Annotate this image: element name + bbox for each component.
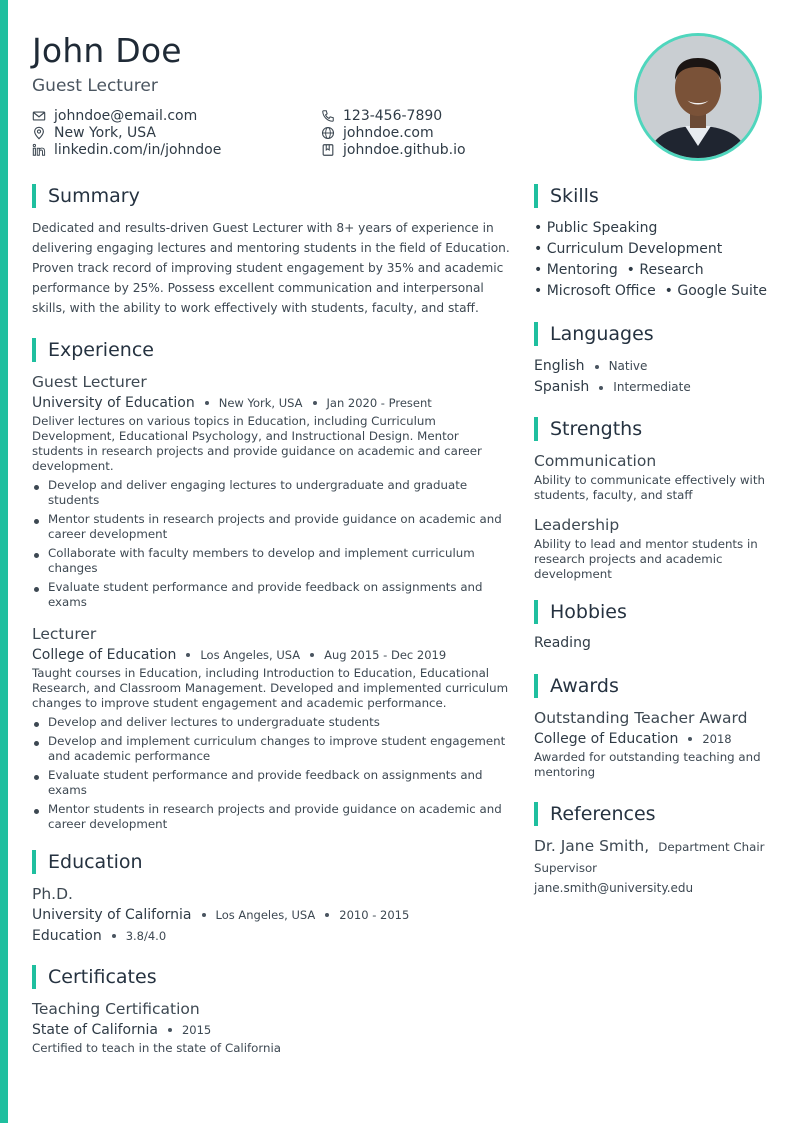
education-dates: 2010 - 2015 <box>339 908 410 922</box>
skill-item: Google Suite <box>677 283 767 299</box>
phone-icon <box>321 109 335 123</box>
candidate-name: John Doe <box>32 31 182 70</box>
skills-row: • Public Speaking <box>534 220 658 236</box>
globe-icon <box>321 126 335 140</box>
education-entry <box>32 884 512 945</box>
separator-dot <box>112 934 116 938</box>
separator-dot <box>599 386 603 390</box>
skills-list <box>534 218 770 302</box>
language-item <box>534 356 770 377</box>
location-text: New York, USA <box>54 125 156 141</box>
skills-row: • Microsoft Office • Google Suite <box>534 283 767 299</box>
github-text: johndoe.github.io <box>343 142 466 158</box>
skills-heading: Skills <box>534 184 770 208</box>
contact-list <box>32 108 632 158</box>
separator-dot <box>325 913 329 917</box>
reference-title: Supervisor <box>534 861 598 875</box>
reference-role: Department Chair <box>658 840 765 854</box>
reference-name-line <box>534 836 770 857</box>
education-meta <box>32 906 512 924</box>
bookmark-icon <box>321 143 335 157</box>
awards-heading: Awards <box>534 674 770 698</box>
email-text: johndoe@email.com <box>54 108 198 124</box>
list-item: Evaluate student performance and provide feedback on assignments and exams <box>32 768 512 798</box>
job-dates: Jan 2020 - Present <box>326 396 432 410</box>
separator-dot <box>688 737 692 741</box>
contact-phone[interactable] <box>321 108 621 124</box>
job-bullets <box>32 715 512 832</box>
skill-item: Public Speaking <box>546 220 658 236</box>
main-column <box>32 184 512 1056</box>
contact-location <box>32 125 321 141</box>
linkedin-text: linkedin.com/in/johndoe <box>54 142 222 158</box>
job-meta <box>32 394 512 412</box>
summary-heading: Summary <box>32 184 512 208</box>
job-description: Deliver lectures on various topics in Education, including Curriculum Development, Educational Psychology, and Instructional Design. Mentor students in research projects and provide guidance on academic and career development. <box>32 414 482 473</box>
language-name: English <box>534 358 585 374</box>
separator-dot <box>205 401 209 405</box>
certificate-description: Certified to teach in the state of California <box>32 1041 281 1055</box>
job-entry <box>32 624 512 832</box>
strength-title: Leadership <box>534 516 620 534</box>
job-title: Lecturer <box>32 625 97 643</box>
separator-dot <box>313 401 317 405</box>
list-item: Develop and deliver engaging lectures to undergraduate and graduate students <box>32 478 512 508</box>
job-meta <box>32 646 512 664</box>
languages-heading: Languages <box>534 322 770 346</box>
contact-linkedin[interactable] <box>32 142 321 158</box>
gpa: 3.8/4.0 <box>125 929 167 943</box>
school-location: Los Angeles, USA <box>215 908 316 922</box>
experience-heading: Experience <box>32 338 512 362</box>
list-item: Develop and deliver lectures to undergraduate students <box>32 715 512 730</box>
separator-dot <box>202 913 206 917</box>
candidate-title: Guest Lecturer <box>32 76 158 96</box>
job-title: Guest Lecturer <box>32 373 147 391</box>
skills-row: • Mentoring • Research <box>534 262 704 278</box>
education-heading: Education <box>32 850 512 874</box>
list-item: Mentor students in research projects and provide guidance on academic and career development <box>32 802 512 832</box>
list-item: Mentor students in research projects and provide guidance on academic and career development <box>32 512 512 542</box>
job-entry <box>32 372 512 610</box>
envelope-icon <box>32 109 46 123</box>
skill-item: Microsoft Office <box>546 283 656 299</box>
award-name: Outstanding Teacher Award <box>534 709 748 727</box>
job-location: New York, USA <box>218 396 303 410</box>
profile-photo <box>634 33 762 161</box>
separator-dot <box>168 1028 172 1032</box>
contact-website[interactable] <box>321 125 621 141</box>
list-item: Collaborate with faculty members to develop and implement curriculum changes <box>32 546 512 576</box>
certificate-meta <box>32 1021 512 1039</box>
award-description: Awarded for outstanding teaching and mentoring <box>534 750 761 779</box>
contact-email[interactable] <box>32 108 321 124</box>
job-location: Los Angeles, USA <box>200 648 301 662</box>
contact-github[interactable] <box>321 142 621 158</box>
skill-item: Curriculum Development <box>546 241 723 257</box>
language-level: Intermediate <box>613 380 691 394</box>
strength-description: Ability to communicate effectively with students, faculty, and staff <box>534 473 765 502</box>
list-item: Evaluate student performance and provide feedback on assignments and exams <box>32 580 512 610</box>
reference-name: Dr. Jane Smith, <box>534 837 650 855</box>
skill-item: Mentoring <box>546 262 618 278</box>
strengths-heading: Strengths <box>534 417 770 441</box>
award-year: 2018 <box>702 732 732 746</box>
language-level: Native <box>608 359 648 373</box>
strength-item <box>534 451 770 503</box>
side-column <box>534 184 770 897</box>
linkedin-icon <box>32 143 46 157</box>
job-dates: Aug 2015 - Dec 2019 <box>324 648 447 662</box>
separator-dot <box>186 653 190 657</box>
field-of-study: Education <box>32 928 102 944</box>
education-field-meta <box>32 927 512 945</box>
phone-text: 123-456-7890 <box>343 108 443 124</box>
profile-avatar-graphic <box>637 36 759 158</box>
strength-item <box>534 515 770 582</box>
job-description: Taught courses in Education, including Introduction to Education, Educational Research, and Classroom Management. Developed and implemented curriculum changes to improve student engagement and academic performance. <box>32 666 509 710</box>
award-issuer: College of Education <box>534 731 679 747</box>
school: University of California <box>32 907 192 923</box>
separator-dot <box>595 365 599 369</box>
skills-row: • Curriculum Development <box>534 241 723 257</box>
certificate-issuer: State of California <box>32 1022 158 1038</box>
left-accent-bar <box>0 0 8 1123</box>
resume-header <box>32 30 632 158</box>
certificate-name: Teaching Certification <box>32 1000 200 1018</box>
reference-entry <box>534 836 770 897</box>
list-item: Develop and implement curriculum changes to improve student engagement and academic performance <box>32 734 512 764</box>
degree: Ph.D. <box>32 885 73 903</box>
strength-title: Communication <box>534 452 657 470</box>
award-meta <box>534 730 770 748</box>
certificate-year: 2015 <box>181 1023 212 1037</box>
summary-text: Dedicated and results-driven Guest Lecturer with 8+ years of experience in delivering engaging lectures and mentoring students in the field of Education. Proven track record of improving student engagement by 35% and academic performance by 25%. Possess excellent communication and interpersonal skills, with the ability to work effectively with students, faculty, and staff. <box>32 221 510 315</box>
job-org: College of Education <box>32 647 177 663</box>
map-pin-icon <box>32 126 46 140</box>
hobby-item: Reading <box>534 635 591 651</box>
skill-item: Research <box>639 262 704 278</box>
references-heading: References <box>534 802 770 826</box>
certificate-entry <box>32 999 512 1056</box>
reference-email[interactable]: jane.smith@university.edu <box>534 881 694 895</box>
language-item <box>534 377 770 398</box>
award-entry <box>534 708 770 780</box>
job-bullets <box>32 478 512 610</box>
job-org: University of Education <box>32 395 195 411</box>
certificates-heading: Certificates <box>32 965 512 989</box>
website-text: johndoe.com <box>343 125 434 141</box>
strength-description: Ability to lead and mentor students in research projects and academic development <box>534 537 758 581</box>
separator-dot <box>310 653 314 657</box>
language-name: Spanish <box>534 379 590 395</box>
hobbies-heading: Hobbies <box>534 600 770 624</box>
